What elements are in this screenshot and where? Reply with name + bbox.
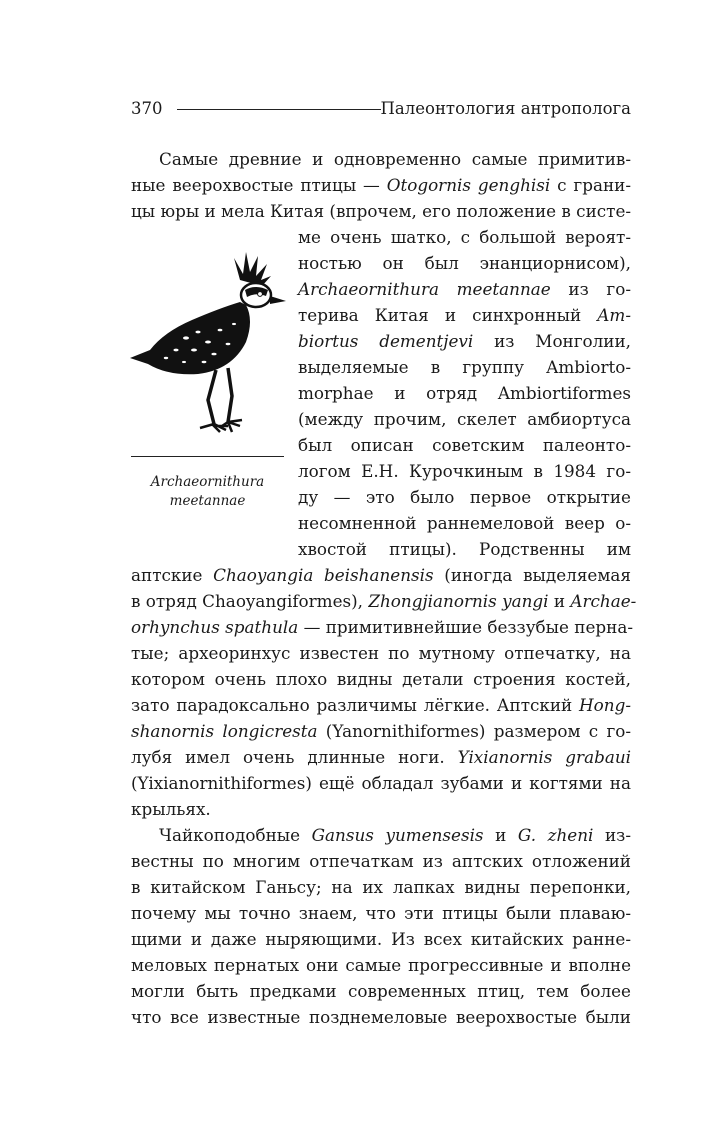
text-run: цы юры и мела Китая (впрочем, его положение в систе- <box>131 201 632 221</box>
text-run: вестны по многим отпечаткам из аптских отложений <box>131 851 631 871</box>
italic-text: Archaeornithura meetannae <box>298 279 551 299</box>
text-run: morphae и отряд Ambiortiformes <box>298 383 631 403</box>
text-run: меловых пернатых они самые прогрессивные и вполне <box>131 955 631 975</box>
text-run: что все известные позднемеловые веерохвостые были <box>131 1007 631 1027</box>
figure-caption-line-1: Archaeornithura <box>150 474 265 490</box>
italic-text: orhynchus spathula <box>131 617 299 637</box>
italic-text: Hong- <box>579 695 631 715</box>
text-line <box>131 667 631 692</box>
header-rule <box>177 109 381 110</box>
text-run: (Yixianornithiformes) ещё обладал зубами и когтями на <box>131 773 631 793</box>
text-run: котором очень плохо видны детали строения костей, <box>131 669 631 689</box>
text-line <box>131 563 631 588</box>
text-line <box>298 225 631 250</box>
text-run: зато парадоксально различимы лёгкие. Аптский <box>131 695 580 715</box>
text-run: ме очень шатко, с большой вероят- <box>298 227 631 247</box>
bird-feet <box>200 420 242 432</box>
text-run: (иногда выделяемая <box>433 565 631 585</box>
text-line <box>131 979 631 1004</box>
text-run: крыльях. <box>131 799 211 819</box>
text-line <box>131 849 631 874</box>
bird-illustration <box>128 250 286 440</box>
text-line <box>298 537 631 562</box>
text-line <box>131 615 634 640</box>
running-title: Палеонтология антрополога <box>380 99 631 118</box>
figure-rule <box>131 456 284 457</box>
text-run: Чайкоподобные <box>159 825 312 845</box>
text-run: и <box>483 825 518 845</box>
text-run: из го- <box>550 279 631 299</box>
bird-body <box>130 302 250 374</box>
text-run: (Yanornithiformes) размером с го- <box>317 721 632 741</box>
italic-text: Am- <box>597 305 631 325</box>
text-run: логом Е.Н. Курочкиным в 1984 го- <box>298 461 631 481</box>
text-run: — примитивнейшие беззубые перна- <box>298 617 634 637</box>
text-run: с грани- <box>550 175 631 195</box>
text-line <box>298 355 631 380</box>
text-line <box>131 199 631 224</box>
text-run: терива Китая и синхронный <box>298 305 598 325</box>
text-run: выделяемые в группу Ambiorto- <box>298 357 631 377</box>
text-line <box>298 511 631 536</box>
text-run: был описан советским палеонто- <box>298 435 631 455</box>
bird-leg-left <box>208 370 216 424</box>
page-number: 370 <box>131 99 163 118</box>
bird-beak <box>270 296 286 304</box>
text-line <box>131 745 631 770</box>
text-run: из- <box>593 825 631 845</box>
text-line <box>298 251 631 276</box>
text-line <box>298 433 631 458</box>
text-line <box>131 147 631 172</box>
text-line <box>131 641 631 666</box>
text-run: ду — это было первое открытие <box>298 487 631 507</box>
italic-text: Otogornis genghisi <box>386 175 551 195</box>
text-run: хвостой птицы). Родственны им <box>298 539 631 559</box>
text-line <box>131 797 631 822</box>
text-run: Самые древние и одновременно самые примитив- <box>159 149 631 169</box>
italic-text: Zhongjianornis yangi <box>368 591 549 611</box>
text-run: ные веерохвостые птицы — <box>131 175 387 195</box>
text-run: аптские <box>131 565 214 585</box>
text-run: почему мы точно знаем, что эти птицы были плаваю- <box>131 903 631 923</box>
bird-head <box>241 283 271 307</box>
italic-text: Gansus yumensesis <box>311 825 484 845</box>
text-run: в китайском Ганьсу; на их лапках видны перепонки, <box>131 877 631 897</box>
text-line <box>131 1005 631 1030</box>
text-line <box>298 407 631 432</box>
text-line <box>298 381 631 406</box>
italic-text: shanornis longicresta <box>131 721 318 741</box>
text-line <box>131 589 637 614</box>
bird-eye <box>258 292 263 297</box>
text-run: тые; археоринхус известен по мутному отпечатку, на <box>131 643 631 663</box>
italic-text: G. zheni <box>517 825 594 845</box>
text-line <box>131 693 631 718</box>
italic-text: Yixianornis grabaui <box>457 747 631 767</box>
text-run: из Монголии, <box>473 331 631 351</box>
italic-text: biortus dementjevi <box>298 331 474 351</box>
text-line <box>298 459 631 484</box>
text-line <box>131 823 631 848</box>
text-line <box>131 927 631 952</box>
italic-text: Chaoyangia beishanensis <box>213 565 434 585</box>
text-line <box>298 485 631 510</box>
text-line <box>131 173 631 198</box>
text-run: несомненной раннемеловой веер о- <box>298 513 631 533</box>
text-run: (между прочим, скелет амбиортуса <box>298 409 631 429</box>
italic-text: Archae- <box>570 591 637 611</box>
text-line <box>298 329 631 354</box>
text-line <box>298 303 631 328</box>
text-run: могли быть предками современных птиц, тем более <box>131 981 631 1001</box>
figure-caption-line-2: meetannae <box>169 493 246 509</box>
text-run: и <box>548 591 571 611</box>
text-run: щими и даже ныряющими. Из всех китайских ранне- <box>131 929 631 949</box>
text-line <box>131 771 631 796</box>
bird-crest <box>234 252 271 286</box>
running-header <box>131 99 631 123</box>
text-run: лубя имел очень длинные ноги. <box>131 747 458 767</box>
text-run: ностью он был энанциорнисом), <box>298 253 631 273</box>
text-run: в отряд Chaoyangiformes), <box>131 591 369 611</box>
text-line <box>131 875 631 900</box>
text-line <box>131 901 631 926</box>
text-line <box>131 953 631 978</box>
bird-leg-right <box>228 368 232 422</box>
text-line <box>298 277 631 302</box>
text-line <box>131 719 631 744</box>
